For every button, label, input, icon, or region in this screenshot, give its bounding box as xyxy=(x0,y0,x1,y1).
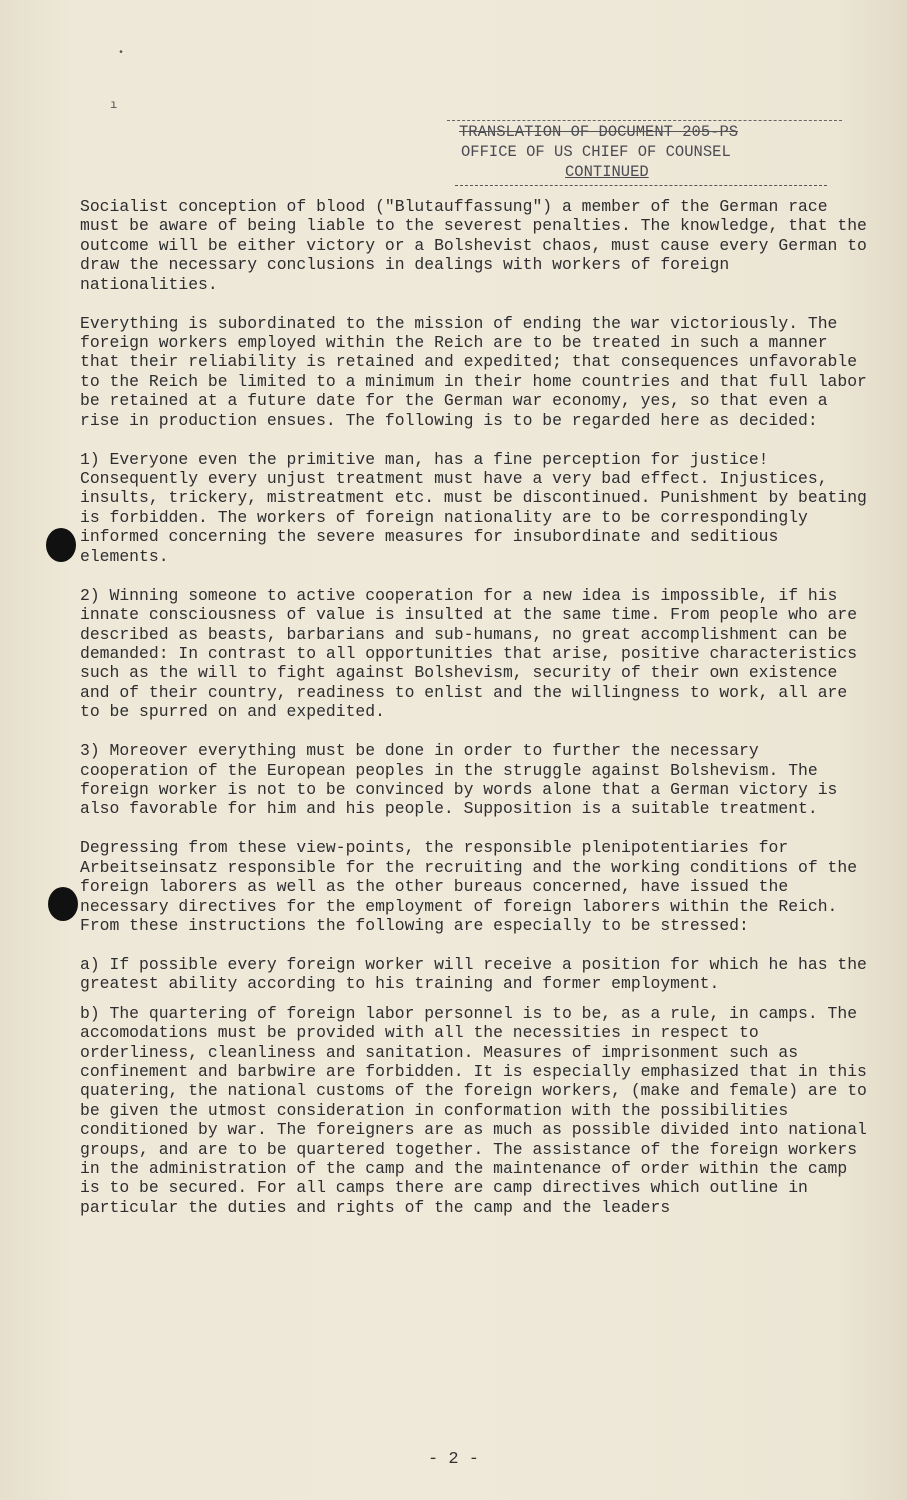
header-continued-line: CONTINUED xyxy=(565,163,649,181)
paragraph-blood-conception: Socialist conception of blood ("Blutauffassung") a member of the German race must be aware of being liable to the severest penalties. The knowledge, that the outcome will be either victory or a Bolshevist chaos, must cause every German to draw the necessary conclusions in dealings with workers of foreign nationalities. xyxy=(80,197,877,294)
paragraph-point-2: 2) Winning someone to active cooperation for a new idea is impossible, if his innate consciousness of value is insulted at the same time. From people who are described as beasts, barbarians and sub-humans, no great accomplishment can be demanded: In contrast to all opportunities that arise, positive characteristics such as the will to fight against Bolshevism, security of their own existence and of their country, readiness to enlist and the willingness to work, all are to be spurred on and expedited. xyxy=(80,585,867,722)
document-body xyxy=(80,197,877,1217)
header-bottom-rule xyxy=(455,185,827,186)
header-top-rule xyxy=(447,120,842,121)
header-translation-line: TRANSLATION OF DOCUMENT 205-PS xyxy=(459,123,739,141)
page-number: - 2 - xyxy=(427,1450,479,1469)
header-office-line: OFFICE OF US CHIEF OF COUNSEL xyxy=(461,143,731,161)
paragraph-point-1: 1) Everyone even the primitive man, has a fine perception for justice! Consequently every unjust treatment must have a very bad effect. Injustices, insults, trickery, mistreatment etc. must be discontinued. Punishment by beating is forbidden. The workers of foreign nationality are to be correspondingly informed concerning the severe measures for insubordinate and seditious elements. xyxy=(80,449,877,566)
punch-hole-bottom xyxy=(48,887,78,921)
ink-speck: ı xyxy=(110,98,118,112)
paragraph-war-mission: Everything is subordinated to the mission of ending the war victoriously. The foreign workers employed within the Reich are to be treated in such a manner that their reliability is retained and expedited; that consequences unfavorable to the Reich be limited to a minimum in their home countries and that full labor be retained at a future date for the German war economy, yes, so that even a rise in production ensues. The following is to be regarded here as decided: xyxy=(80,313,877,430)
paragraph-directives: Degressing from these view-points, the responsible plenipotentiaries for Arbeitseinsatz responsible for the recruiting and the working conditions of the foreign laborers as well as the other bureaus concerned, have issued the necessary directives for the employment of foreign laborers within the Reich. From these instructions the following are especially to be stressed: xyxy=(80,838,867,935)
paragraph-item-b: b) The quartering of foreign labor personnel is to be, as a rule, in camps. The accomodations must be provided with all the necessities in respect to orderliness, cleanliness and sanitation. Measures of imprisonment such as confinement and barbwire are forbidden. It is especially emphasized that in this quatering, the national customs of the foreign workers, (make and female) are to be given the utmost consideration in conformation with the possibilities conditioned by war. The foreigners are as much as possible divided into national groups, and are to be quartered together. The assistance of the foreign workers in the administration of the camp and the maintenance of order within the camp is to be secured. For all camps there are camp directives which outline in particular the duties and rights of the camp and the leaders xyxy=(80,1003,877,1217)
paragraph-point-3: 3) Moreover everything must be done in order to further the necessary cooperation of the European peoples in the struggle against Bolshevism. The foreign worker is not to be convinced by words alone that a German victory is also favorable for him and his people. Supposition is a suitable treatment. xyxy=(80,741,848,819)
punch-hole-top xyxy=(46,528,76,562)
paragraph-item-a: a) If possible every foreign worker will receive a position for which he has the greatest ability according to his training and former employment. xyxy=(80,954,877,994)
ink-speck: • xyxy=(118,48,125,59)
document-header xyxy=(455,122,855,182)
